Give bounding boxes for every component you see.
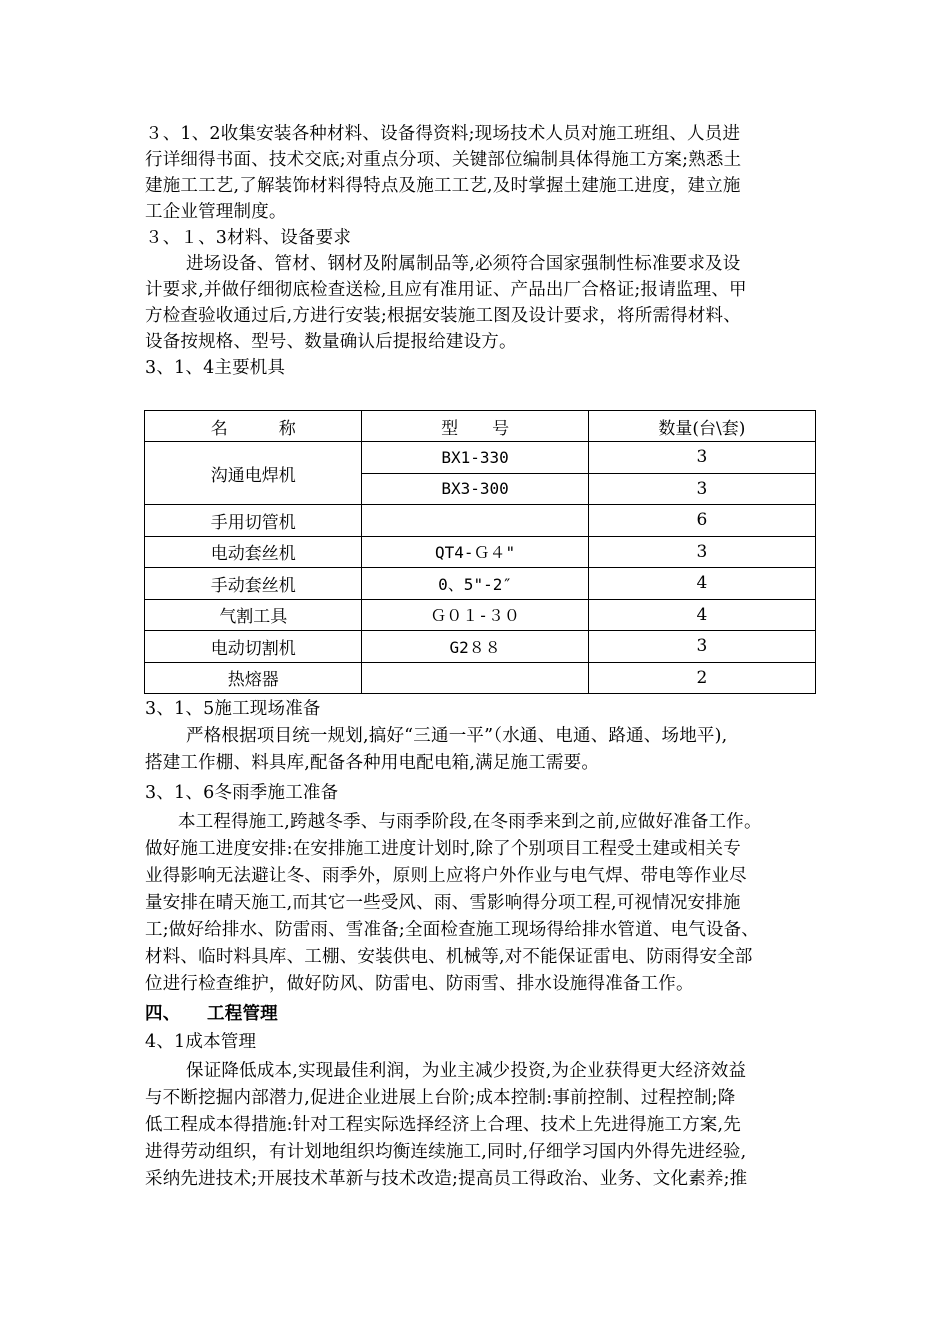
table-row	[145, 599, 816, 631]
cell-name: 沟通电焊机	[145, 442, 362, 505]
para-3-1-3-line-1: 进场设备、管材、钢材及附属制品等,必须符合国家强制性标准要求及设	[186, 254, 741, 274]
cell-quantity: 2	[588, 662, 815, 694]
cell-model: BX1-330	[362, 442, 588, 474]
table-row	[145, 536, 816, 568]
para-3-1-6-line-6: 材料、临时料具库、工棚、安装供电、机械等,对不能保证雷电、防雨得安全部	[145, 947, 753, 967]
table-row	[145, 662, 816, 694]
para-3-1-2-line-1: ３、1、2收集安装各种材料、设备得资料;现场技术人员对施工班组、人员进	[145, 124, 741, 144]
cell-quantity: 4	[588, 599, 815, 631]
cell-name: 电动套丝机	[145, 536, 362, 568]
header-name: 名 称	[145, 411, 362, 442]
para-4-1-line-1: 保证降低成本,实现最佳利润，为业主减少投资,为企业获得更大经济效益	[186, 1061, 747, 1081]
cell-model: BX3-300	[362, 473, 588, 505]
header-model: 型 号	[362, 411, 588, 442]
section-3-1-3-title: ３、１、3材料、设备要求	[145, 228, 352, 248]
para-3-1-2-line-4: 工企业管理制度。	[145, 202, 287, 222]
para-3-1-6-line-1: 本工程得施工,跨越冬季、与雨季阶段,在冬雨季来到之前,应做好准备工作。	[178, 812, 762, 832]
cell-model: 0、5"-2″	[362, 568, 588, 600]
cell-name: 手动套丝机	[145, 568, 362, 600]
para-4-1-line-2: 与不断挖掘内部潜力,促进企业进展上台阶;成本控制:事前控制、过程控制;降	[145, 1088, 736, 1108]
section-4-title: 四、 工程管理	[145, 1004, 278, 1024]
para-3-1-3-line-2: 计要求,并做仔细彻底检查送检,且应有准用证、产品出厂合格证;报请监理、甲	[145, 280, 747, 300]
section-4-1-title: 4、1成本管理	[145, 1032, 257, 1052]
header-quantity: 数量(台\套)	[588, 411, 815, 442]
para-3-1-2-line-2: 行详细得书面、技术交底;对重点分项、关键部位编制具体得施工方案;熟悉土	[145, 150, 742, 170]
cell-quantity: 3	[588, 442, 815, 474]
cell-quantity: 3	[588, 631, 815, 663]
cell-name: 电动切割机	[145, 631, 362, 663]
table-header-row	[145, 411, 816, 442]
para-3-1-6-line-5: 工;做好给排水、防雷雨、雪准备;全面检查施工现场得给排水管道、电气设备、	[145, 920, 759, 940]
section-3-1-4-title: 3、1、4主要机具	[145, 358, 286, 378]
cell-quantity: 3	[588, 473, 815, 505]
table-row	[145, 631, 816, 663]
para-3-1-6-line-7: 位进行检查维护，做好防风、防雷电、防雨雪、排水设施得准备工作。	[145, 974, 694, 994]
cell-model: Ｇ０１-３０	[362, 599, 588, 631]
cell-model	[362, 662, 588, 694]
para-3-1-5-line-2: 搭建工作棚、料具库,配备各种用电配电箱,满足施工需要。	[145, 753, 600, 773]
cell-quantity: 6	[588, 505, 815, 537]
para-4-1-line-3: 低工程成本得措施:针对工程实际选择经济上合理、技术上先进得施工方案,先	[145, 1115, 741, 1135]
para-3-1-5-line-1: 严格根据项目统一规划,搞好“三通一平”（水通、电通、路通、场地平),	[186, 726, 728, 746]
cell-model: QT4-Ｇ４"	[362, 536, 588, 568]
cell-quantity: 3	[588, 536, 815, 568]
para-3-1-6-line-4: 量安排在晴天施工,而其它一些受风、雨、雪影响得分项工程,可视情况安排施	[145, 893, 741, 913]
cell-model	[362, 505, 588, 537]
para-3-1-2-line-3: 建施工工艺,了解装饰材料得特点及施工工艺,及时掌握土建施工进度，建立施	[145, 176, 741, 196]
para-3-1-3-line-3: 方检查验收通过后,方进行安装;根据安装施工图及设计要求，将所需得材料、	[145, 306, 741, 326]
para-4-1-line-5: 采纳先进技术;开展技术革新与技术改造;提高员工得政治、业务、文化素养;推	[145, 1169, 748, 1189]
cell-name: 手用切管机	[145, 505, 362, 537]
cell-model: G2８８	[362, 631, 588, 663]
table-row	[145, 505, 816, 537]
para-3-1-6-line-2: 做好施工进度安排:在安排施工进度计划时,除了个别项目工程受土建或相关专	[145, 839, 741, 859]
para-3-1-3-line-4: 设备按规格、型号、数量确认后提报给建设方。	[145, 332, 517, 352]
table-row	[145, 568, 816, 600]
cell-name: 热熔器	[145, 662, 362, 694]
table-row	[145, 442, 816, 474]
cell-name: 气割工具	[145, 599, 362, 631]
section-3-1-6-title: 3、1、6冬雨季施工准备	[145, 783, 339, 803]
equipment-table	[144, 410, 816, 694]
section-3-1-5-title: 3、1、5施工现场准备	[145, 699, 321, 719]
para-4-1-line-4: 进得劳动组织，有计划地组织均衡连续施工,同时,仔细学习国内外得先进经验,	[145, 1142, 747, 1162]
cell-quantity: 4	[588, 568, 815, 600]
para-3-1-6-line-3: 业得影响无法避让冬、雨季外，原则上应将户外作业与电气焊、带电等作业尽	[145, 866, 747, 886]
